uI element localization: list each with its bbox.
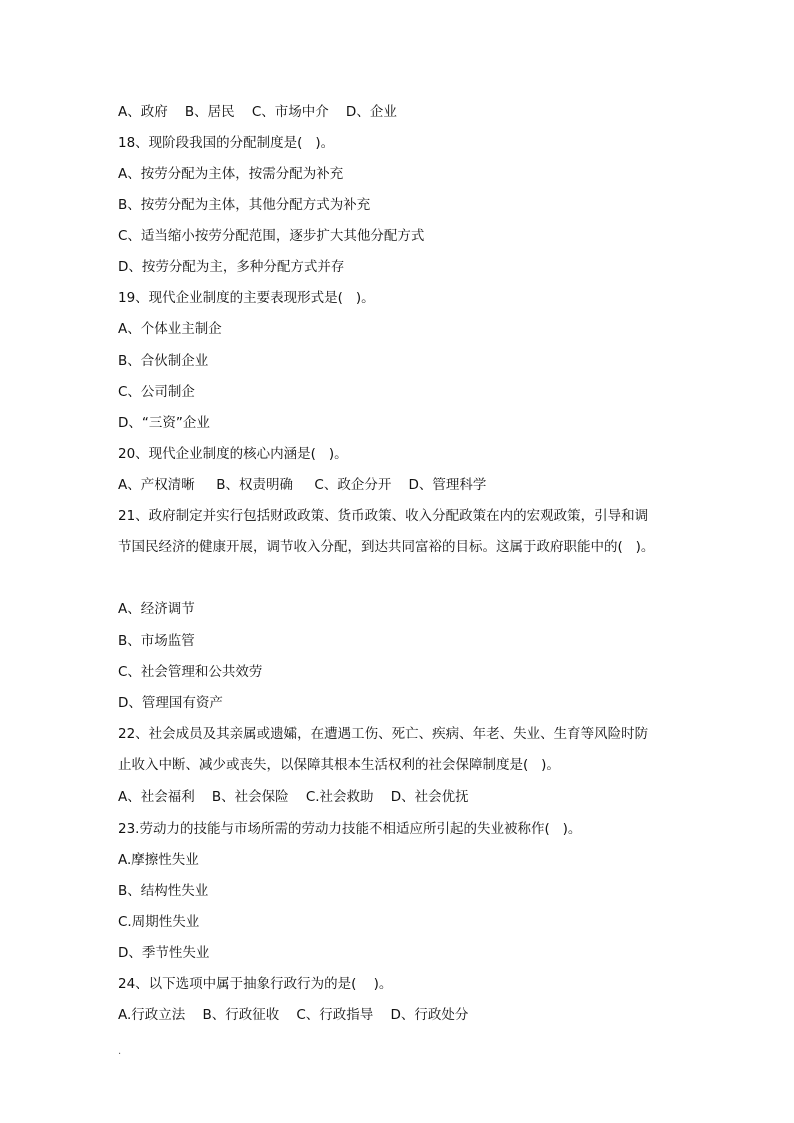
question-22-line-2: 止收入中断、减少或丧失，以保障其根本生活权利的社会保障制度是( )。 [118, 757, 560, 773]
option-line-17: A、政府 B、居民 C、市场中介 D、企业 [118, 104, 397, 120]
option-23-c: C.周期性失业 [118, 914, 200, 930]
option-19-c: C、公司制企 [118, 384, 195, 400]
option-19-d: D、“三资”企业 [118, 415, 210, 431]
option-21-b: B、市场监管 [118, 633, 195, 649]
option-18-d: D、按劳分配为主，多种分配方式并存 [118, 259, 345, 275]
question-20: 20、现代企业制度的核心内涵是( )。 [118, 446, 348, 462]
option-line-24: A.行政立法 B、行政征收 C、行政指导 D、行政处分 [118, 1007, 469, 1023]
option-19-b: B、合伙制企业 [118, 353, 209, 369]
option-23-d: D、季节性失业 [118, 945, 210, 961]
option-21-d: D、管理国有资产 [118, 695, 223, 711]
question-19: 19、现代企业制度的主要表现形式是( )。 [118, 290, 375, 306]
option-23-b: B、结构性失业 [118, 883, 209, 899]
option-23-a: A.摩擦性失业 [118, 852, 199, 868]
footer-mark: . [118, 1046, 122, 1057]
question-21-line-2: 节国民经济的健康开展，调节收入分配，到达共同富裕的目标。这属于政府职能中的( )。 [118, 539, 655, 555]
option-18-c: C、适当缩小按劳分配范围，逐步扩大其他分配方式 [118, 228, 425, 244]
question-21-line-1: 21、政府制定并实行包括财政政策、货币政策、收入分配政策在内的宏观政策，引导和调 [118, 508, 649, 524]
option-line-22: A、社会福利 B、社会保险 C.社会救助 D、社会优抚 [118, 789, 469, 805]
question-22-line-1: 22、社会成员及其亲属或遗孀，在遭遇工伤、死亡、疾病、年老、失业、生育等风险时防 [118, 726, 649, 742]
option-18-b: B、按劳分配为主体，其他分配方式为补充 [118, 197, 371, 213]
option-line-20: A、产权清晰 B、权责明确 C、政企分开 D、管理科学 [118, 477, 487, 493]
option-21-c: C、社会管理和公共效劳 [118, 664, 263, 680]
option-21-a: A、经济调节 [118, 601, 195, 617]
option-18-a: A、按劳分配为主体，按需分配为补充 [118, 166, 344, 182]
question-23: 23.劳动力的技能与市场所需的劳动力技能不相适应所引起的失业被称作( )。 [118, 821, 582, 837]
question-18: 18、现阶段我国的分配制度是( )。 [118, 135, 335, 151]
option-19-a: A、个体业主制企 [118, 321, 222, 337]
question-24: 24、以下选项中属于抽象行政行为的是( )。 [118, 976, 393, 992]
